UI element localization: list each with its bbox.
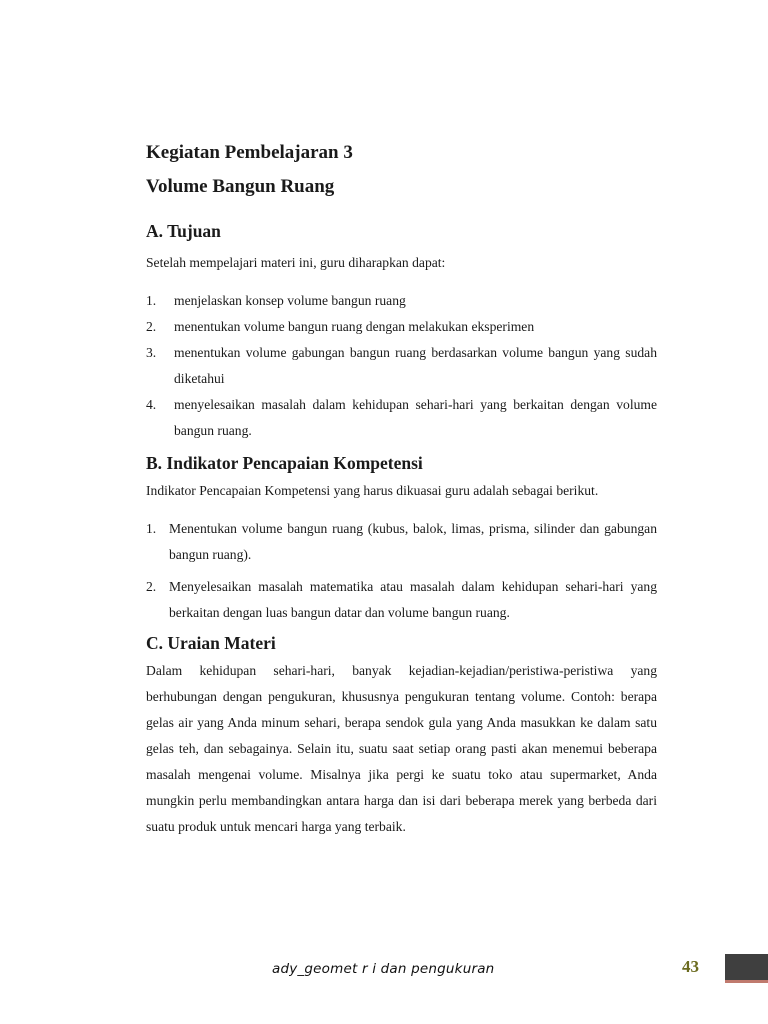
page-number: 43 (682, 957, 699, 976)
section-b-heading: B. Indikator Pencapaian Kompetensi (146, 453, 423, 473)
list-item: 2. menentukan volume bangun ruang dengan melakukan eksperimen (146, 319, 535, 334)
lesson-title: Kegiatan Pembelajaran 3 (146, 142, 353, 163)
list-item: 4. menyelesaikan masalah dalam kehidupan sehari-hari yang berkaitan dengan volume bangun ruang. (146, 397, 657, 438)
section-b-intro: Indikator Pencapaian Kompetensi yang harus dikuasai guru adalah sebagai berikut. (146, 483, 599, 498)
section-c-paragraph: Dalam kehidupan sehari-hari, banyak kejadian-kejadian/peristiwa-peristiwa yang berhubungan dengan pengukuran, khususnya pengukuran tentang volume. Contoh: berapa gelas air yang Anda minum sehari, berapa sendok gula yang Anda masukkan ke dalam satu gelas teh, dan sebagainya. Selain itu, suatu saat setiap orang pasti akan menemui beberapa masalah mengenai volume. Misalnya jika pergi ke suatu toko atau supermarket, Anda mungkin perlu membandingkan antara harga dan isi dari beberapa merek yang berbeda dari suatu produk untuk mencari harga yang terbaik. (146, 663, 657, 834)
page-tab-decoration (725, 954, 768, 983)
section-a-intro: Setelah mempelajari materi ini, guru diharapkan dapat: (146, 255, 446, 270)
list-item: 3. menentukan volume gabungan bangun ruang berdasarkan volume bangun yang sudah diketahui (146, 345, 657, 386)
list-item: 1. Menentukan volume bangun ruang (kubus, balok, limas, prisma, silinder dan gabungan bangun ruang). (146, 521, 657, 562)
list-item: 1. menjelaskan konsep volume bangun ruang (146, 293, 406, 308)
footer-text: ady_geomet r i dan pengukuran (272, 961, 495, 977)
page-content (146, 136, 657, 840)
lesson-subtitle: Volume Bangun Ruang (146, 176, 335, 197)
list-item: 2. Menyelesaikan masalah matematika atau masalah dalam kehidupan sehari-hari yang berkaitan dengan luas bangun datar dan volume bangun ruang. (146, 579, 657, 620)
section-a-heading: A. Tujuan (146, 221, 221, 241)
indicators-list (146, 516, 657, 626)
section-c-heading: C. Uraian Materi (146, 633, 276, 653)
objectives-list (146, 288, 657, 444)
